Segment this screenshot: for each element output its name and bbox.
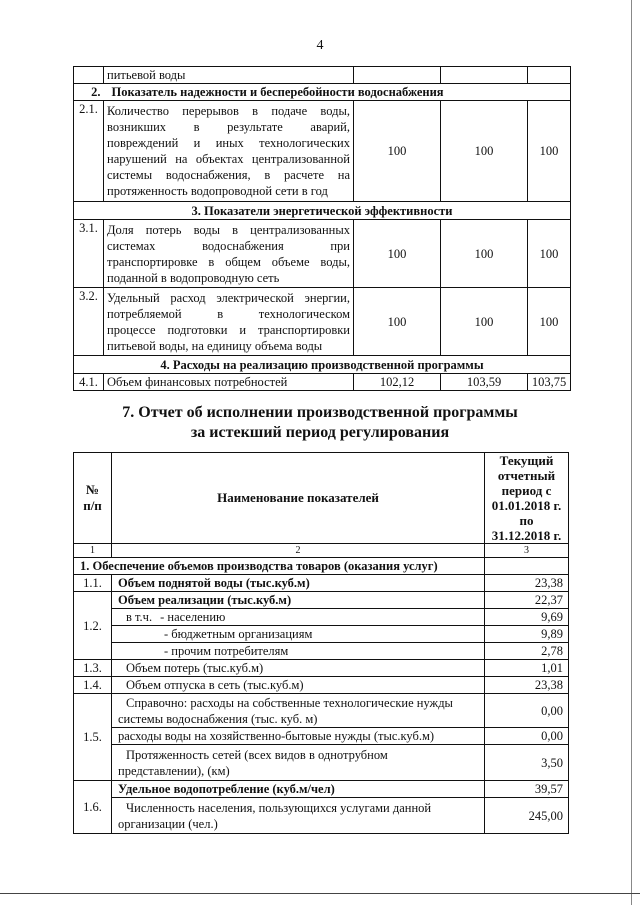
report-table	[73, 452, 569, 834]
row-num: 1.3.	[74, 660, 112, 677]
value-cell: 0,00	[485, 728, 569, 745]
row-num: 3.2.	[74, 288, 104, 356]
value-cell: 100	[354, 220, 441, 288]
section-title: 3. Показатели энергетической эффективности	[74, 202, 571, 220]
value-cell: 9,89	[485, 626, 569, 643]
value-cell: 100	[354, 101, 441, 202]
value-cell: 23,38	[485, 575, 569, 592]
row-label: Удельный расход электрической энергии, потребляемой в технологическом процессе подготовки и транспортировки питьевой воды, на единицу объема воды	[104, 288, 354, 356]
value-cell: 0,00	[485, 694, 569, 728]
section-row	[74, 558, 569, 575]
table-row	[74, 609, 569, 626]
table-row	[74, 728, 569, 745]
row-num: 1.1.	[74, 575, 112, 592]
row-num: 1.6.	[74, 781, 112, 834]
table-row	[74, 101, 571, 202]
value-cell: 100	[528, 288, 571, 356]
table-row	[74, 694, 569, 728]
header-num: № п/п	[74, 453, 112, 544]
table-row	[74, 374, 571, 391]
section-title: 1. Обеспечение объемов производства товаров (оказания услуг)	[74, 558, 485, 575]
table-row	[74, 67, 571, 84]
table-row	[74, 220, 571, 288]
table-row	[74, 798, 569, 834]
section-title: Показатель надежности и бесперебойности водоснабжения	[104, 84, 571, 101]
row-num: 3.1.	[74, 220, 104, 288]
row-label: Объем поднятой воды (тыс.куб.м)	[112, 575, 485, 592]
row-label: в т.ч. - населению	[112, 609, 485, 626]
header-row	[74, 453, 569, 544]
row-label: расходы воды на хозяйственно-бытовые нужды (тыс.куб.м)	[112, 728, 485, 745]
value-cell: 22,37	[485, 592, 569, 609]
table-row	[74, 592, 569, 609]
row-label: Объем реализации (тыс.куб.м)	[112, 592, 485, 609]
section-row	[74, 202, 571, 220]
scan-edge-line	[631, 0, 632, 905]
indicators-table	[73, 66, 571, 391]
value-cell: 100	[528, 220, 571, 288]
table-row	[74, 677, 569, 694]
value-cell: 2,78	[485, 643, 569, 660]
cell-text: питьевой воды	[104, 67, 354, 84]
section-num: 2.	[74, 84, 104, 101]
report-title: 7. Отчет об исполнении производственной программы за истекший период регулирования	[122, 404, 518, 441]
row-num: 1.5.	[74, 694, 112, 781]
row-label: Количество перерывов в подаче воды, возникших в результате аварий, повреждений и иных технологических нарушений на объектах централизованной системы водоснабжения, в расчете на протяженность водопроводной сети в год	[104, 101, 354, 202]
value-cell: 1,01	[485, 660, 569, 677]
section-row	[74, 356, 571, 374]
table-row	[74, 626, 569, 643]
value-cell: 3,50	[485, 745, 569, 781]
row-label: Доля потерь воды в централизованных системах водоснабжения при транспортировке в общем объеме воды, поданной в водопроводную сеть	[104, 220, 354, 288]
table-row	[74, 660, 569, 677]
header-name: Наименование показателей	[112, 453, 485, 544]
page-number: 4	[316, 38, 324, 53]
value-cell: 100	[441, 288, 528, 356]
section-title: 4. Расходы на реализацию производственной программы	[74, 356, 571, 374]
row-num: 2.1.	[74, 101, 104, 202]
row-label: Протяженность сетей (всех видов в однотрубном представлении), (км)	[112, 745, 485, 781]
row-label: Объем потерь (тыс.куб.м)	[112, 660, 485, 677]
row-label: - бюджетным организациям	[112, 626, 485, 643]
row-num: 4.1.	[74, 374, 104, 391]
value-cell: 245,00	[485, 798, 569, 834]
row-label: - прочим потребителям	[112, 643, 485, 660]
value-cell: 23,38	[485, 677, 569, 694]
row-label: Численность населения, пользующихся услугами данной организации (чел.)	[112, 798, 485, 834]
value-cell: 9,69	[485, 609, 569, 626]
row-label: Удельное водопотребление (куб.м/чел)	[112, 781, 485, 798]
value-cell: 100	[441, 101, 528, 202]
section-row	[74, 84, 571, 101]
row-label: Объем отпуска в сеть (тыс.куб.м)	[112, 677, 485, 694]
column-numbers-row: 1 2 3	[74, 544, 569, 558]
row-num: 1.2.	[74, 592, 112, 660]
value-cell: 103,75	[528, 374, 571, 391]
scan-bottom-line	[0, 893, 640, 894]
value-cell: 100	[441, 220, 528, 288]
row-num: 1.4.	[74, 677, 112, 694]
table-row	[74, 781, 569, 798]
table-row	[74, 643, 569, 660]
value-cell: 100	[354, 288, 441, 356]
value-cell: 39,57	[485, 781, 569, 798]
table-row	[74, 745, 569, 781]
table-row	[74, 288, 571, 356]
header-period: Текущий отчетный период с 01.01.2018 г. по 31.12.2018 г.	[485, 453, 569, 544]
table-row	[74, 575, 569, 592]
value-cell: 102,12	[354, 374, 441, 391]
value-cell: 103,59	[441, 374, 528, 391]
row-label: Объем финансовых потребностей	[104, 374, 354, 391]
value-cell: 100	[528, 101, 571, 202]
row-label: Справочно: расходы на собственные технологические нужды системы водоснабжения (тыс. куб. м)	[112, 694, 485, 728]
